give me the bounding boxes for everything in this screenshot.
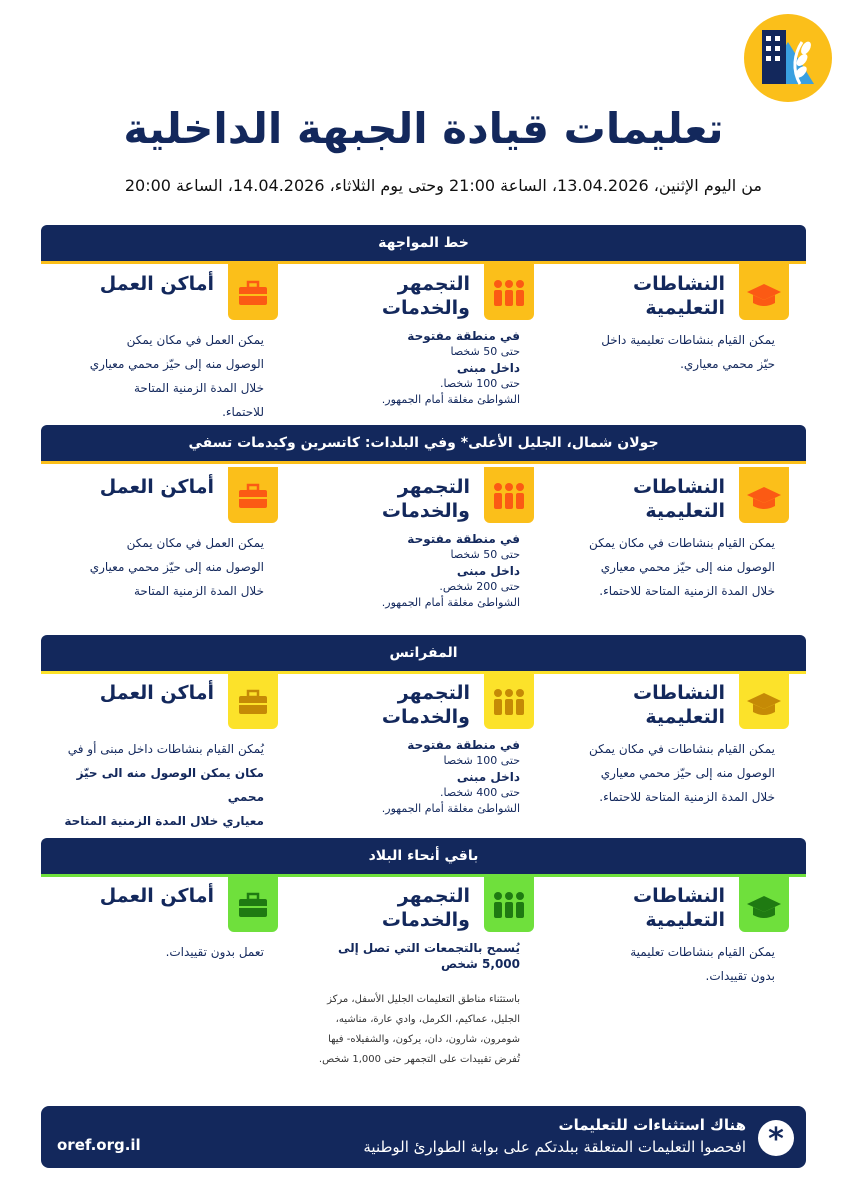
gathering-title: التجمهر والخدمات	[381, 682, 470, 728]
workplaces-text: تعمل بدون تقييدات.	[165, 945, 264, 959]
gathering-title: التجمهر والخدمات	[381, 476, 470, 522]
gathering-title: التجمهر والخدمات	[381, 885, 470, 931]
education-title: النشاطات التعليمية	[633, 885, 725, 931]
education-text: يمكن القيام بنشاطات تعليمية داخل حيّز محمي معياري.	[601, 333, 775, 371]
people-icon	[484, 264, 534, 320]
exceptions-footer	[41, 1106, 806, 1168]
date-range: من اليوم الإثنين، 13.04.2026، الساعة 21:00 وحتى يوم الثلاثاء، 14.04.2026، الساعة 20:00	[124, 176, 762, 195]
region-band-golan-galilee: جولان شمال، الجليل الأعلى* وفي البلدات: كاتسرين وكيدمات تسفي	[41, 425, 806, 461]
people-icon	[484, 673, 534, 729]
workplaces-text: يُمكن القيام بنشاطات داخل مبنى أو في مكان يمكن الوصول منه الى حيّز محمي معياري خلال المدة الزمنية المتاحة	[64, 742, 264, 828]
page-title: تعليمات قيادة الجبهة الداخلية	[123, 104, 724, 153]
footer-text: افحصوا التعليمات المتعلقة ببلدتكم على بوابة الطوارئ الوطنية	[363, 1138, 746, 1156]
briefcase-icon	[228, 264, 278, 320]
gathering-text: في منطقة مفتوحة حتى 50 شخصا داخل مبنى حتى 200 شخص. الشواطئ مغلقة أمام الجمهور.	[381, 532, 520, 609]
education-text: يمكن القيام بنشاطات تعليمية بدون تقييدات.	[630, 945, 775, 983]
workplaces-text: يمكن العمل في مكان يمكن الوصول منه إلى حيّز محمي معياري خلال المدة الزمنية المتاحة	[89, 536, 264, 598]
website-link[interactable]: oref.org.il	[57, 1136, 141, 1154]
gathering-text: في منطقة مفتوحة حتى 50 شخصا داخل مبنى حتى 100 شخصا. الشواطئ مغلقة أمام الجمهور.	[381, 329, 520, 406]
people-icon	[484, 876, 534, 932]
briefcase-icon	[228, 467, 278, 523]
band-divider	[41, 671, 806, 674]
workplaces-title: أماكن العمل	[99, 476, 214, 498]
region-band-front-line: خط المواجهة	[41, 225, 806, 261]
footer-title: هناك استثناءات للتعليمات	[558, 1116, 746, 1134]
gathering-text: يُسمح بالتجمعات التي تصل إلى 5,000 شخص باستثناء مناطق التعليمات الجليل الأسفل، مركز الجليل، عماكيم، الكرمل، وادي عارة، مناشيه، شومرون، شارون، دان، يركون، والشفيلاه- فيها تُفرض تقييدات على التجمهر حتى 1,000 شخص.	[318, 941, 520, 1065]
briefcase-icon	[228, 876, 278, 932]
education-title: النشاطات التعليمية	[633, 682, 725, 728]
region-band-rest-of-country: باقي أنحاء البلاد	[41, 838, 806, 874]
band-divider	[41, 874, 806, 877]
workplaces-text: يمكن العمل في مكان يمكن الوصول منه إلى حيّز محمي معياري خلال المدة الزمنية المتاحة للاحتماء.	[89, 333, 264, 419]
education-text: يمكن القيام بنشاطات في مكان يمكن الوصول منه إلى حيّز محمي معياري خلال المدة الزمنية المتاحة للاحتماء.	[588, 742, 775, 804]
band-divider	[41, 461, 806, 464]
workplaces-title: أماكن العمل	[99, 682, 214, 704]
education-text: يمكن القيام بنشاطات في مكان يمكن الوصول منه إلى حيّز محمي معياري خلال المدة الزمنية المتاحة للاحتماء.	[588, 536, 775, 598]
graduation-cap-icon	[739, 264, 789, 320]
region-band-mifratz: المفراتس	[41, 635, 806, 671]
workplaces-title: أماكن العمل	[99, 273, 214, 295]
graduation-cap-icon	[739, 876, 789, 932]
graduation-cap-icon	[739, 467, 789, 523]
asterisk-icon: *	[758, 1120, 794, 1156]
education-title: النشاطات التعليمية	[633, 273, 725, 319]
workplaces-title: أماكن العمل	[99, 885, 214, 907]
gathering-title: التجمهر والخدمات	[381, 273, 470, 319]
education-title: النشاطات التعليمية	[633, 476, 725, 522]
band-divider	[41, 261, 806, 264]
graduation-cap-icon	[739, 673, 789, 729]
people-icon	[484, 467, 534, 523]
home-front-command-logo	[744, 14, 832, 102]
gathering-text: في منطقة مفتوحة حتى 100 شخصا داخل مبنى حتى 400 شخصا. الشواطئ مغلقة أمام الجمهور.	[381, 738, 520, 815]
briefcase-icon	[228, 673, 278, 729]
